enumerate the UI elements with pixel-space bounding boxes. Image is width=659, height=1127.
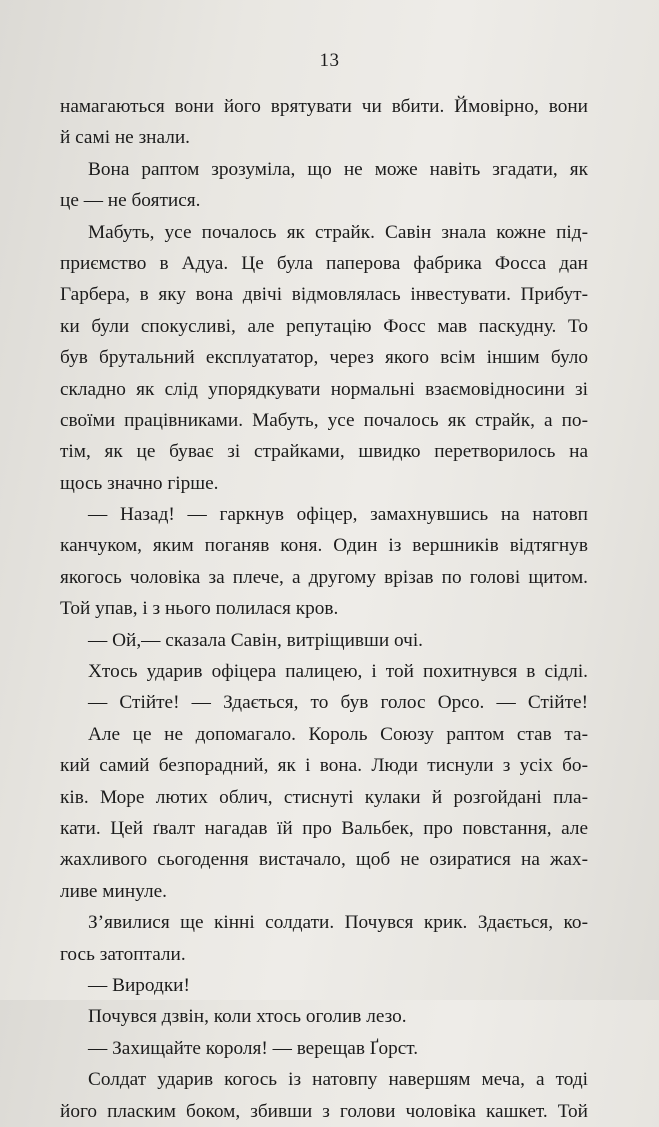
text-line: Вона раптом зрозуміла, що не може навіть згадати, як <box>88 158 588 180</box>
text-line: ки були спокусливі, але репутацію Фосс мав паскудну. То <box>60 315 588 337</box>
text-line: якогось чоловіка за плече, а другому врізав по голові щитом. <box>60 566 588 588</box>
page-number: 13 <box>319 50 340 71</box>
text-line: Той упав, і з нього полилася кров. <box>60 598 339 620</box>
text-line: Але це не допомагало. Король Союзу раптом став та- <box>88 723 588 745</box>
text-line: канчуком, яким поганяв коня. Один із вершників відтягнув <box>60 535 588 557</box>
text-line: Почувся дзвін, коли хтось оголив лезо. <box>88 1006 407 1028</box>
text-line: Хтось ударив офіцера палицею, і той похитнувся в сідлі. <box>88 661 588 683</box>
text-line: — Виродки! <box>88 974 190 996</box>
text-line: й самі не знали. <box>60 127 190 149</box>
text-line: — Ой,— сказала Савін, витріщивши очі. <box>88 629 423 651</box>
text-line: ливе минуле. <box>60 880 167 902</box>
text-line: Гарбера, в яку вона двічі відмовлялась інвестувати. Прибут- <box>60 284 588 306</box>
text-line: намагаються вони його врятувати чи вбити. Ймовірно, вони <box>60 96 588 117</box>
text-line: жахливого сьогодення вистачало, щоб не озиратися на жах- <box>60 849 588 871</box>
text-line: це — не боятися. <box>60 190 201 212</box>
text-line: Мабуть, усе почалось як страйк. Савін знала кожне під- <box>88 221 588 243</box>
text-line: складно як слід упорядкувати нормальні взаємовідносини зі <box>60 378 588 400</box>
text-line: своїми працівниками. Мабуть, усе почалось як страйк, а по- <box>60 409 588 431</box>
text-line: кий самий безпорадний, як і вона. Люди тиснули з усіх бо- <box>60 755 588 777</box>
text-line: — Назад! — гаркнув офіцер, замахнувшись на натовп <box>88 504 588 526</box>
text-line: ків. Море лютих облич, стиснуті кулаки й розгойдані пла- <box>60 786 588 808</box>
text-line: тім, як це буває зі страйками, швидко перетворилось на <box>60 441 588 463</box>
text-line: щось значно гірше. <box>60 472 219 494</box>
text-line: його пласким боком, збивши з голови чоловіка кашкет. Той <box>60 1100 588 1122</box>
text-line: — Захищайте короля! — верещав Ґорст. <box>88 1037 419 1059</box>
text-line: гось затоптали. <box>60 943 186 965</box>
text-line: був брутальний експлуататор, через якого всім іншим було <box>60 347 588 369</box>
text-line: — Стійте! — Здається, то був голос Орсо. — Стійте! <box>88 692 588 714</box>
text-body <box>60 91 588 1127</box>
text-line: Солдат ударив когось із натовпу навершям меча, а тоді <box>88 1069 588 1091</box>
text-line: приємство в Адуа. Це була паперова фабрика Фосса дан <box>60 252 588 274</box>
text-line: кати. Цей ґвалт нагадав їй про Вальбек, про повстання, але <box>60 817 588 839</box>
text-line: З’явилися ще кінні солдати. Почувся крик. Здається, ко- <box>88 912 588 934</box>
